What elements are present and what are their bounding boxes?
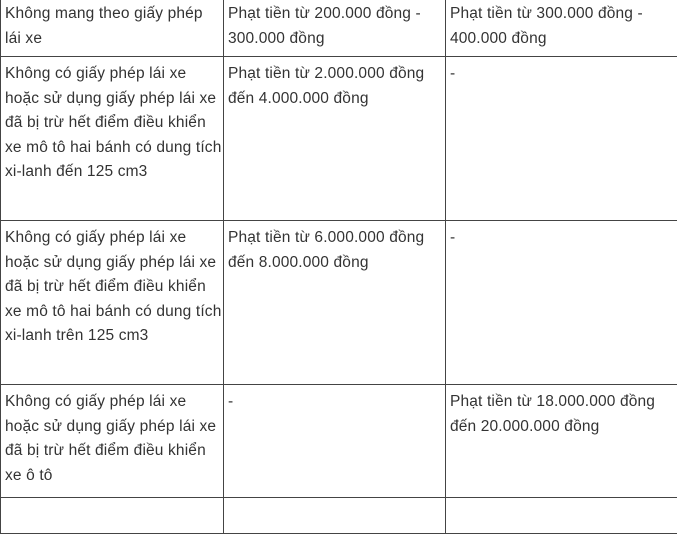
table-row bbox=[1, 0, 677, 57]
violation-cell: Không có giấy phép lái xe hoặc sử dụng giấy phép lái xe đã bị trừ hết điểm điều khiển xe mô tô hai bánh có dung tích xi-lanh đến 125 cm3 bbox=[1, 57, 224, 221]
violation-cell bbox=[1, 498, 224, 534]
car-fine-cell: - bbox=[446, 57, 677, 221]
table-row bbox=[1, 57, 677, 221]
table-row bbox=[1, 385, 677, 498]
car-fine-cell: Phạt tiền từ 300.000 đồng - 400.000 đồng bbox=[446, 0, 677, 57]
violation-cell: Không có giấy phép lái xe hoặc sử dụng giấy phép lái xe đã bị trừ hết điểm điều khiển xe mô tô hai bánh có dung tích xi-lanh trên 125 cm3 bbox=[1, 221, 224, 385]
motorbike-fine-cell: Phạt tiền từ 200.000 đồng - 300.000 đồng bbox=[224, 0, 446, 57]
violation-cell: Không có giấy phép lái xe hoặc sử dụng giấy phép lái xe đã bị trừ hết điểm điều khiển xe ô tô bbox=[1, 385, 224, 498]
motorbike-fine-cell: Phạt tiền từ 6.000.000 đồng đến 8.000.000 đồng bbox=[224, 221, 446, 385]
car-fine-cell bbox=[446, 498, 677, 534]
motorbike-fine-cell: Phạt tiền từ 2.000.000 đồng đến 4.000.000 đồng bbox=[224, 57, 446, 221]
table-row bbox=[1, 498, 677, 534]
motorbike-fine-cell: - bbox=[224, 385, 446, 498]
table-row bbox=[1, 221, 677, 385]
car-fine-cell: - bbox=[446, 221, 677, 385]
violation-cell: Không mang theo giấy phép lái xe bbox=[1, 0, 224, 57]
car-fine-cell: Phạt tiền từ 18.000.000 đồng đến 20.000.000 đồng bbox=[446, 385, 677, 498]
motorbike-fine-cell bbox=[224, 498, 446, 534]
